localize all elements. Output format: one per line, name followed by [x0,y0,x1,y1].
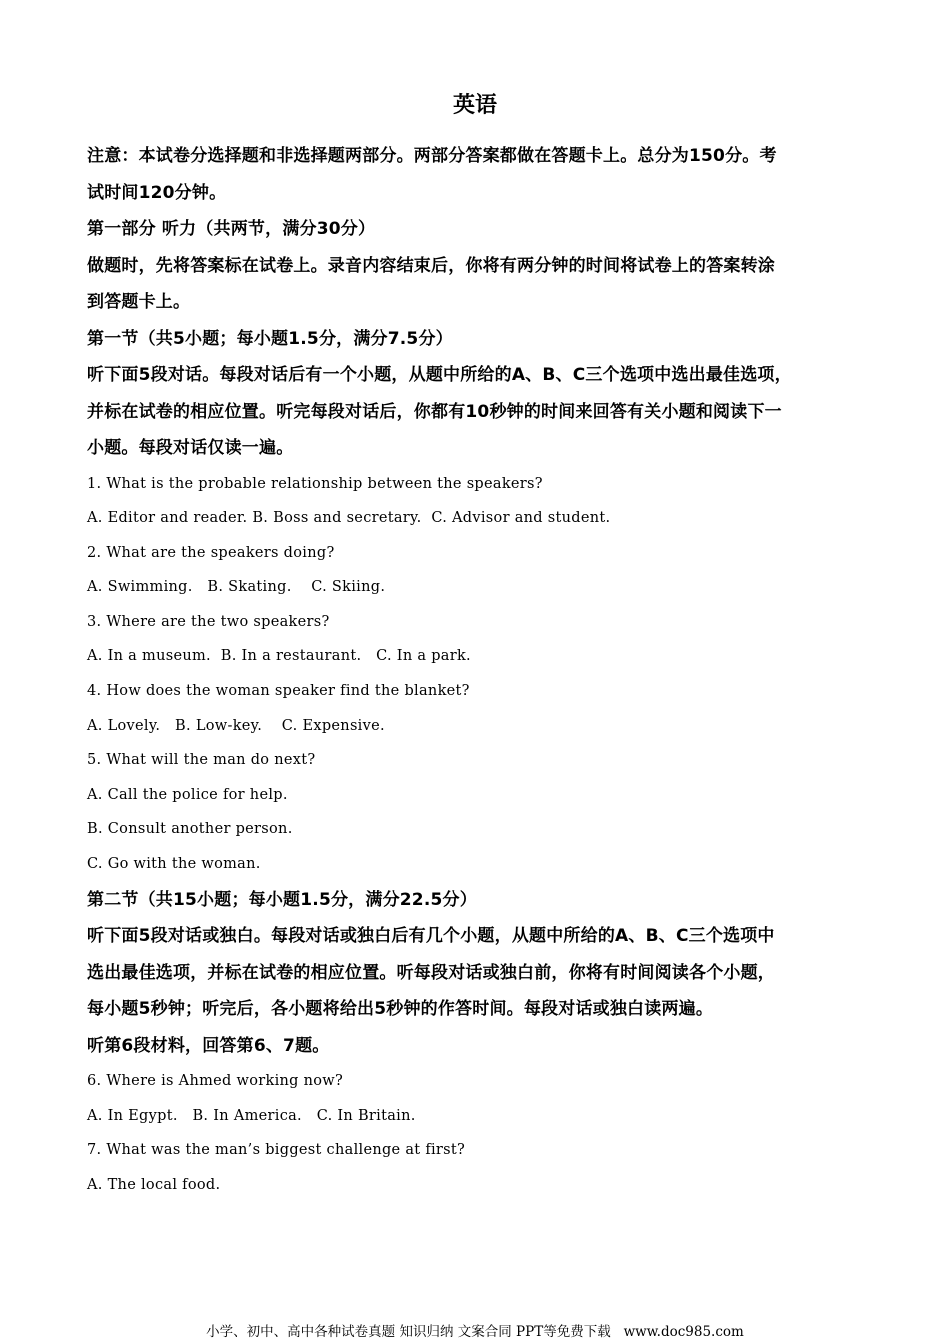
question-5-option-a: A. Call the police for help. [87,786,288,803]
material-6-heading: 听第6段材料，回答第6、7题。 [87,1035,330,1056]
question-7: 7. What was the man’s biggest challenge at first? [87,1142,466,1159]
section-one-heading: 第一节（共5小题；每小题1.5分，满分7.5分） [87,328,453,349]
instruction-line: 听下面5段对话或独白。每段对话或独白后有几个小题，从题中所给的A、B、C三个选项中 [87,926,775,947]
question-2: 2. What are the speakers doing? [87,544,335,561]
instruction-line: 选出最佳选项，并标在试卷的相应位置。听每段对话或独白前，你将有时间阅读各个小题， [87,962,775,983]
section-two-heading: 第二节（共15小题；每小题1.5分，满分22.5分） [87,889,477,910]
question-2-options: A. Swimming. B. Skating. C. Skiing. [87,579,386,596]
question-3: 3. Where are the two speakers? [87,613,330,630]
question-5-option-c: C. Go with the woman. [87,856,261,873]
instruction-line: 听下面5段对话。每段对话后有一个小题，从题中所给的A、B、C三个选项中选出最佳选项， [87,365,792,385]
instruction-line: 到答题卡上。 [87,292,191,312]
question-6-options: A. In Egypt. B. In America. C. In Britain. [87,1107,416,1124]
question-3-options: A. In a museum. B. In a restaurant. C. In a park. [87,648,471,665]
question-5-option-b: B. Consult another person. [87,821,293,838]
exam-content [87,138,862,1203]
question-1-options: A. Editor and reader. B. Boss and secretary. C. Advisor and student. [87,510,611,527]
question-4-options: A. Lovely. B. Low-key. C. Expensive. [87,717,385,734]
instruction-line: 做题时，先将答案标在试卷上。录音内容结束后，你将有两分钟的时间将试卷上的答案转涂 [87,255,775,276]
instruction-line: 每小题5秒钟；听完后，各小题将给出5秒钟的作答时间。每段对话或独白读两遍。 [87,999,714,1020]
part-one-heading: 第一部分 听力（共两节，满分30分） [87,219,376,239]
question-7-option-a: A. The local food. [87,1176,221,1193]
instruction-line: 小题。每段对话仅读一遍。 [87,438,294,458]
question-5: 5. What will the man do next? [87,752,316,769]
footer-note: 小学、初中、高中各种试卷真题 知识归纳 文案合同 PPT等免费下载 www.doc985.com [206,1324,744,1340]
notice-line-2: 试时间120分钟。 [87,182,227,203]
page-title: 英语 [452,93,497,118]
question-6: 6. Where is Ahmed working now? [87,1073,344,1090]
question-4: 4. How does the woman speaker find the blanket? [87,683,470,700]
instruction-line: 并标在试卷的相应位置。听完每段对话后，你都有10秒钟的时间来回答有关小题和阅读下一 [87,401,782,422]
notice-line-1: 注意：本试卷分选择题和非选择题两部分。两部分答案都做在答题卡上。总分为150分。考 [87,146,777,166]
question-1: 1. What is the probable relationship between the speakers? [87,475,543,492]
